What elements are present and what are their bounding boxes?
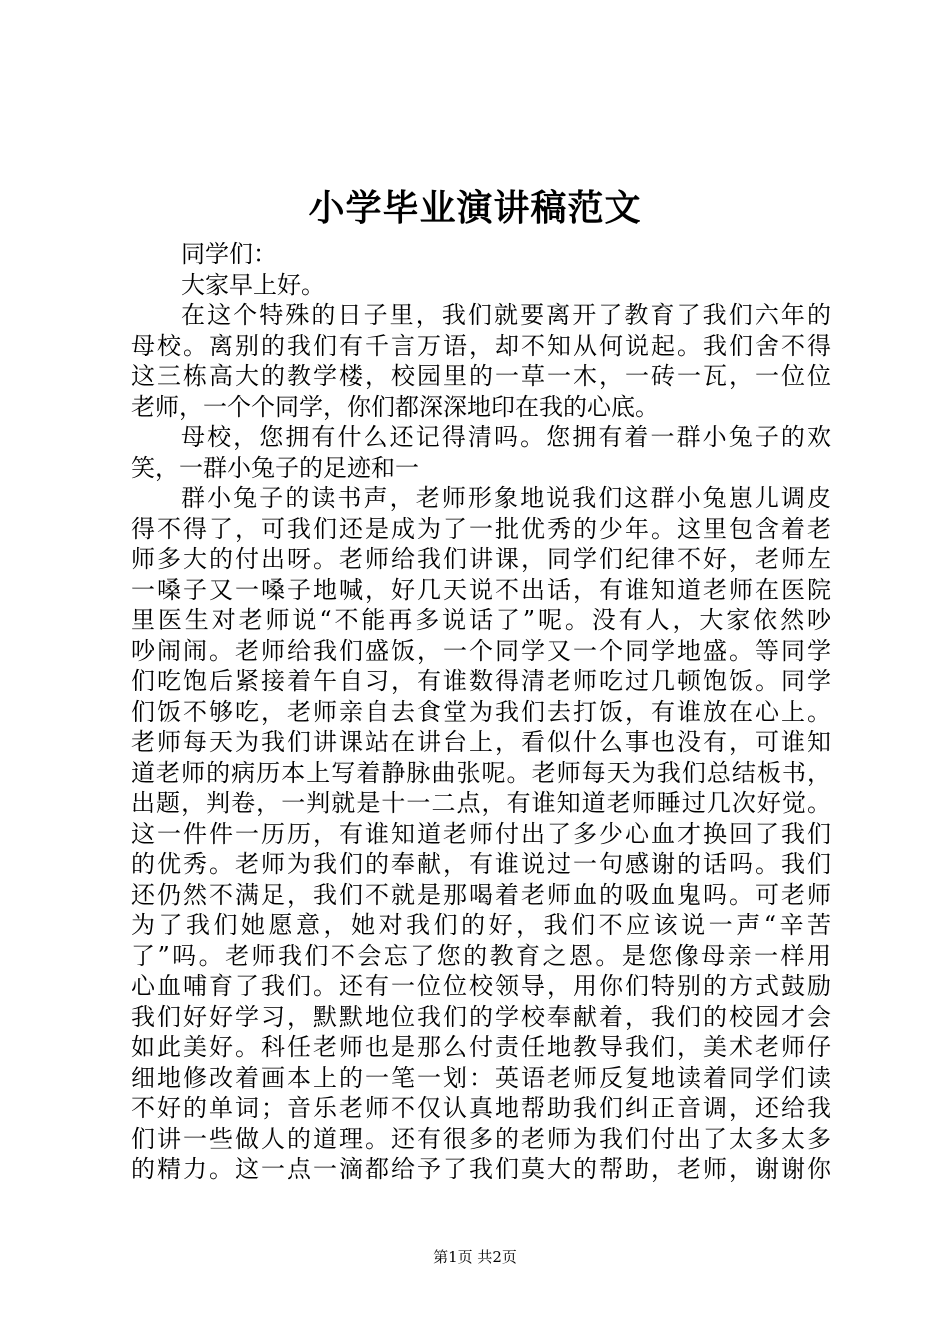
body-line: 这三栋高大的教学楼，校园里的一草一木，一砖一瓦，一位位 bbox=[131, 362, 831, 390]
body-line: 得不得了，可我们还是成为了一批优秀的少年。这里包含着老 bbox=[131, 514, 831, 543]
body-line: 母校，您拥有什么还记得清吗。您拥有着一群小兔子的欢 bbox=[181, 423, 831, 451]
body-line: 如此美好。科任老师也是那么付责任地教导我们，美术老师仔 bbox=[131, 1033, 831, 1061]
body-line: 了”吗。老师我们不会忘了您的教育之恩。是您像母亲一样用 bbox=[131, 941, 831, 970]
body-line: 还仍然不满足，我们不就是那喝着老师血的吸血鬼吗。可老师 bbox=[131, 880, 831, 909]
body-line: 母校。离别的我们有千言万语，却不知从何说起。我们舍不得 bbox=[131, 331, 831, 360]
body-line: 老师，一个个同学，你们都深深地印在我的心底。 bbox=[131, 392, 659, 421]
body-line: 为了我们她愿意，她对我们的好，我们不应该说一声“辛苦 bbox=[131, 911, 831, 939]
body-line: 群小兔子的读书声，老师形象地说我们这群小兔崽儿调皮 bbox=[181, 484, 831, 512]
body-line: 们吃饱后紧接着午自习，有谁数得清老师吃过几顿饱饭。同学 bbox=[131, 667, 831, 695]
body-line: 的精力。这一点一滴都给予了我们莫大的帮助，老师，谢谢你 bbox=[131, 1155, 831, 1183]
body-line: 我们好好学习，默默地位我们的学校奉献着，我们的校园才会 bbox=[131, 1002, 831, 1031]
body-line: 大家早上好。 bbox=[181, 270, 325, 299]
body-line: 心血哺育了我们。还有一位位校领导，用你们特别的方式鼓励 bbox=[131, 972, 831, 1000]
body-line: 里医生对老师说“不能再多说话了”呢。没有人，大家依然吵 bbox=[131, 606, 831, 634]
body-line: 的优秀。老师为我们的奉献，有谁说过一句感谢的话吗。我们 bbox=[131, 850, 831, 878]
body-line: 吵闹闹。老师给我们盛饭，一个同学又一个同学地盛。等同学 bbox=[131, 636, 831, 665]
body-line: 出题，判卷，一判就是十一二点，有谁知道老师睡过几次好觉。 bbox=[131, 789, 831, 817]
document-body bbox=[131, 239, 831, 1185]
body-line: 细地修改着画本上的一笔一划：英语老师反复地读着同学们读 bbox=[131, 1063, 831, 1092]
body-line: 老师每天为我们讲课站在讲台上，看似什么事也没有，可谁知 bbox=[131, 728, 831, 756]
body-line: 这一件件一历历，有谁知道老师付出了多少心血才换回了我们 bbox=[131, 819, 831, 848]
body-line: 同学们： bbox=[181, 240, 277, 268]
body-line: 笑，一群小兔子的足迹和一 bbox=[131, 453, 419, 482]
body-line: 一嗓子又一嗓子地喊，好几天说不出话，有谁知道老师在医院 bbox=[131, 575, 831, 604]
page-footer: 第1页 共2页 bbox=[433, 1248, 517, 1266]
body-line: 们讲一些做人的道理。还有很多的老师为我们付出了太多太多 bbox=[131, 1124, 831, 1153]
body-line: 师多大的付出呀。老师给我们讲课，同学们纪律不好，老师左 bbox=[131, 545, 831, 573]
document-title: 小学毕业演讲稿范文 bbox=[308, 187, 642, 229]
body-line: 在这个特殊的日子里，我们就要离开了教育了我们六年的 bbox=[181, 301, 831, 329]
body-line: 不好的单词；音乐老师不仅认真地帮助我们纠正音调，还给我 bbox=[131, 1094, 831, 1122]
body-line: 们饭不够吃，老师亲自去食堂为我们去打饭，有谁放在心上。 bbox=[131, 697, 831, 726]
body-line: 道老师的病历本上写着静脉曲张呢。老师每天为我们总结板书， bbox=[131, 758, 831, 787]
